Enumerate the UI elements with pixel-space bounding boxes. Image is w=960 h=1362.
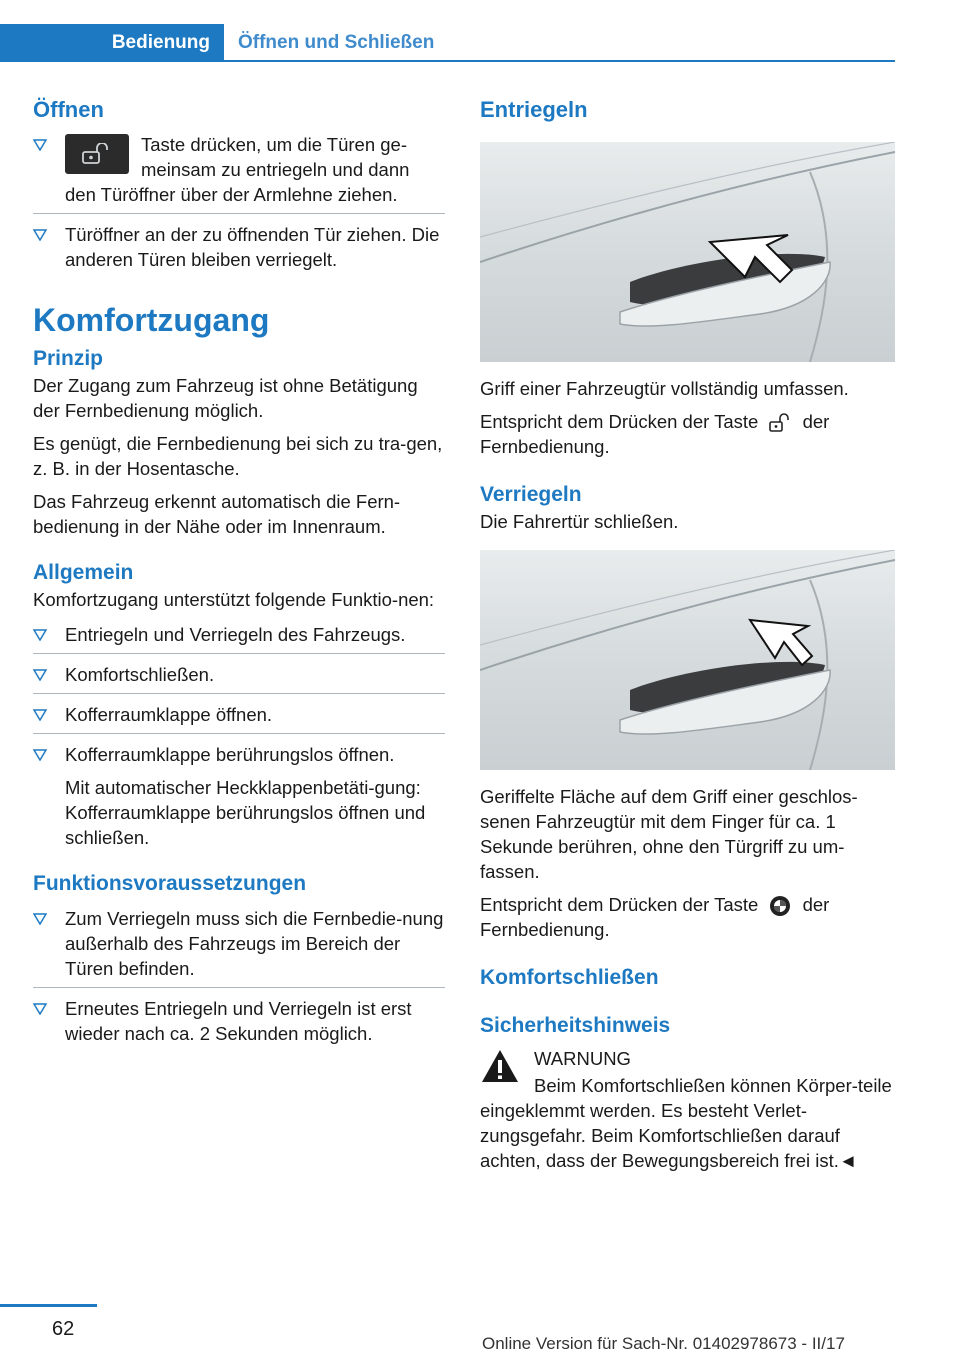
footer-online-version: Online Version für Sach-Nr. 01402978673 - II/17 bbox=[482, 1334, 845, 1353]
list-item bbox=[33, 132, 445, 214]
unlock-icon bbox=[769, 413, 791, 433]
triangle-bullet-icon bbox=[33, 229, 47, 241]
warning-body: Beim Komfortschließen können Körper-teile eingeklemmt werden. Es besteht Verlet-zungsgefahr. Beim Komfortschließen darauf achten, dass der Bewegungsbereich frei ist.◄ bbox=[480, 1075, 892, 1172]
verriegeln-para-3-b: der Fernbedienung. bbox=[480, 894, 830, 941]
section-title-komfortzugang: Komfortzugang bbox=[33, 302, 270, 338]
allgemein-item-1: Entriegeln und Verriegeln des Fahrzeugs. bbox=[65, 624, 406, 645]
door-handle-photo-unlock bbox=[480, 142, 895, 362]
verriegeln-para-3-a: Entspricht dem Drücken der Taste bbox=[480, 894, 759, 915]
funktion-item-2: Erneutes Entriegeln und Verriegeln ist erst wieder nach ca. 2 Sekunden möglich. bbox=[65, 998, 412, 1044]
list-item bbox=[33, 742, 445, 850]
list-item bbox=[33, 662, 445, 694]
allgemein-para: Komfortzugang unterstützt folgende Funktio-nen: bbox=[33, 589, 435, 610]
prinzip-para-3: Das Fahrzeug erkennt automatisch die Fern-bedienung in der Nähe oder im Innenraum. bbox=[33, 491, 401, 537]
prinzip-para-2: Es genügt, die Fernbedienung bei sich zu tra-gen, z. B. in der Hosentasche. bbox=[33, 433, 443, 479]
oeffnen-item-2-text: Türöffner an der zu öffnenden Tür ziehen. Die anderen Türen bleiben verriegelt. bbox=[65, 224, 440, 270]
header-tab-oeffnen-schliessen: Öffnen und Schließen bbox=[238, 32, 435, 53]
page-header bbox=[0, 24, 895, 62]
entriegeln-para-2 bbox=[480, 409, 895, 459]
triangle-bullet-icon bbox=[33, 749, 47, 761]
list-item bbox=[33, 622, 445, 654]
list-item bbox=[33, 996, 445, 1046]
verriegeln-para-2: Geriffelte Fläche auf dem Griff einer geschlos-senen Fahrzeugtür mit dem Finger für ca. 1 Sekunde berühren, ohne den Türgriff zu um-fassen. bbox=[480, 786, 858, 882]
subsection-title-funktionsvoraussetzungen: Funktionsvoraussetzungen bbox=[33, 872, 307, 895]
triangle-bullet-icon bbox=[33, 709, 47, 721]
door-handle-photo-lock bbox=[480, 550, 895, 770]
section-title-oeffnen: Öffnen bbox=[33, 97, 104, 122]
subsection-title-verriegeln: Verriegeln bbox=[480, 483, 582, 506]
header-tab-bedienung: Bedienung bbox=[0, 24, 224, 62]
triangle-bullet-icon bbox=[33, 1003, 47, 1015]
warning-text bbox=[480, 1073, 895, 1173]
page-number: 62 bbox=[52, 1318, 75, 1340]
warning-block bbox=[480, 1046, 895, 1173]
subsection-title-prinzip: Prinzip bbox=[33, 347, 104, 370]
allgemein-item-3: Kofferraumklappe öffnen. bbox=[65, 704, 273, 725]
list-item bbox=[33, 906, 445, 988]
funktion-item-1: Zum Verriegeln muss sich die Fernbedie-nung außerhalb des Fahrzeugs im Bereich der Türen befinden. bbox=[65, 908, 444, 979]
entriegeln-para-1: Griff einer Fahrzeugtür vollständig umfassen. bbox=[480, 378, 849, 399]
allgemein-item-2: Komfortschließen. bbox=[65, 664, 215, 685]
entriegeln-para-2-b: der Fernbedienung. bbox=[480, 411, 830, 457]
subsection-title-allgemein: Allgemein bbox=[33, 561, 134, 584]
entriegeln-para-2-a: Entspricht dem Drücken der Taste bbox=[480, 411, 759, 432]
triangle-bullet-icon bbox=[33, 669, 47, 681]
left-column bbox=[33, 96, 445, 1046]
bmw-logo-icon bbox=[769, 895, 791, 917]
triangle-bullet-icon bbox=[33, 139, 47, 151]
prinzip-para-1: Der Zugang zum Fahrzeug ist ohne Betätigung der Fernbedienung möglich. bbox=[33, 375, 418, 421]
oeffnen-item-1-text: Taste drücken, um die Türen ge-meinsam zu entriegeln und dann den Türöffner über der Armlehne ziehen. bbox=[65, 134, 410, 205]
right-column bbox=[480, 96, 895, 1173]
section-title-entriegeln: Entriegeln bbox=[480, 97, 588, 122]
warning-icon bbox=[480, 1048, 520, 1084]
list-item bbox=[33, 222, 445, 272]
allgemein-item-4: Kofferraumklappe berührungslos öffnen. bbox=[65, 744, 395, 765]
unlock-button-icon bbox=[65, 134, 129, 174]
triangle-bullet-icon bbox=[33, 629, 47, 641]
subsection-title-sicherheitshinweis: Sicherheitshinweis bbox=[480, 1014, 671, 1038]
allgemein-sub-text: Mit automatischer Heckklappenbetäti-gung: Kofferraumklappe berührungslos öffnen und schließen. bbox=[65, 777, 426, 848]
footer-rule bbox=[0, 1304, 97, 1307]
list-item bbox=[33, 702, 445, 734]
verriegeln-para-3 bbox=[480, 892, 895, 942]
triangle-bullet-icon bbox=[33, 913, 47, 925]
verriegeln-para-1: Die Fahrertür schließen. bbox=[480, 511, 679, 532]
warning-label: WARNUNG bbox=[534, 1048, 631, 1070]
header-rule bbox=[0, 60, 895, 62]
subsection-title-komfortschliessen: Komfortschließen bbox=[480, 966, 659, 990]
